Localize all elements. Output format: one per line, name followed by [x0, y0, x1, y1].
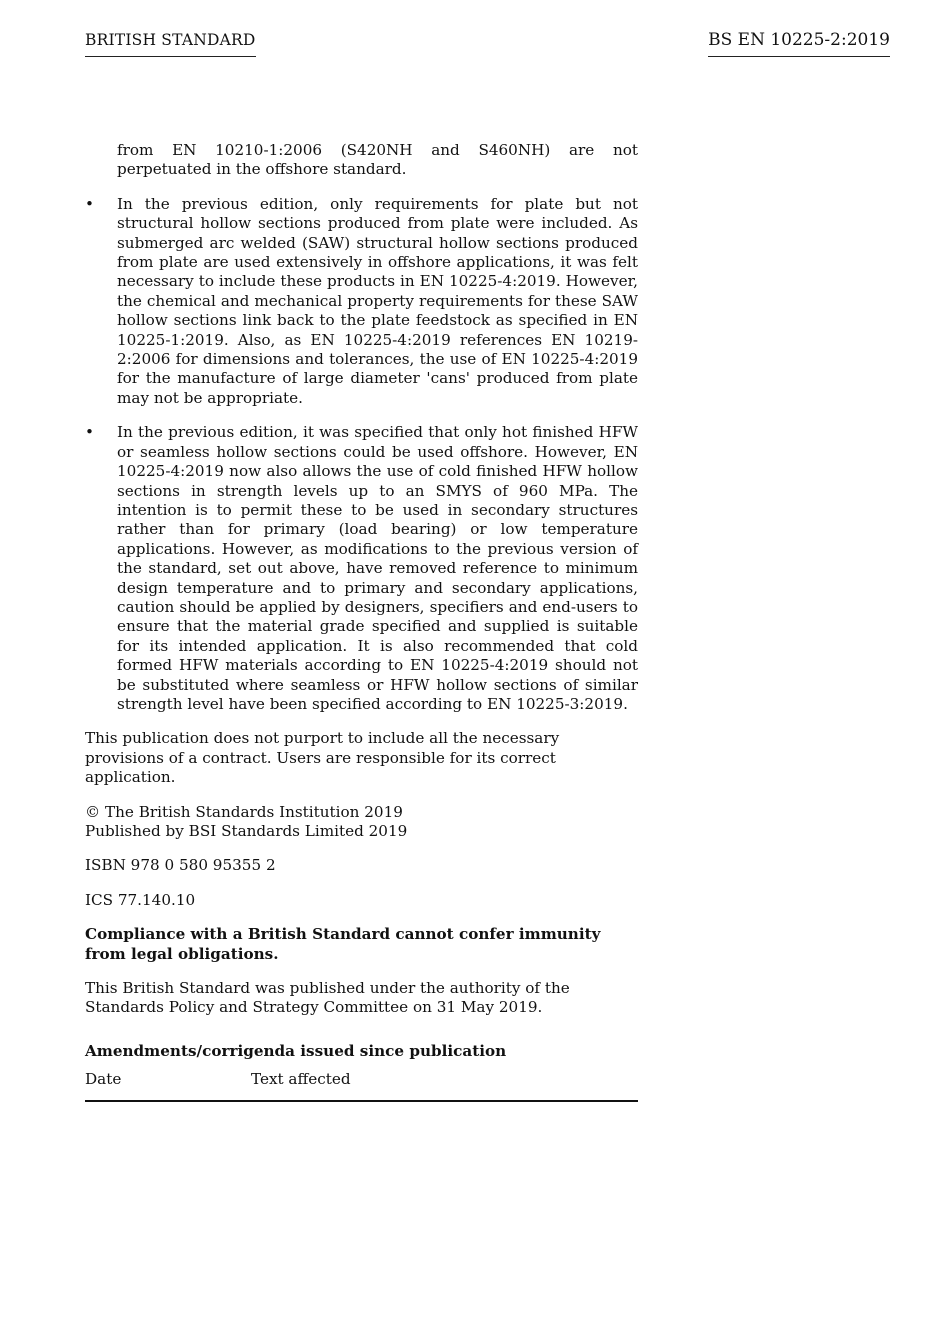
page-body: [85, 141, 638, 1102]
copyright-block: [85, 803, 638, 842]
continuation-paragraph: from EN 10210-1:2006 (S420NH and S460NH) are not perpetuated in the offshore standard.: [117, 141, 638, 179]
bullet-text: In the previous edition, only requirements for plate but not structural hollow sections produced from plate were included. As submerged arc welded (SAW) structural hollow sections produced from plate are used extensively in offshore applications, it was felt necessary to include these products in EN 10225-4:2019. However, the chemical and mechanical property requirements for these SAW hollow sections link back to the plate feedstock as specified in EN 10225-1:2019. Also, as EN 10225-4:2019 references EN 10219-2:2006 for dimensions and tolerances, the use of EN 10225-4:2019 for the manufacture of large diameter 'cans' produced from plate may not be appropriate.: [117, 194, 638, 407]
contract-notice: This publication does not purport to include all the necessary provisions of a contract. Users are responsible for its correct application.: [85, 729, 560, 787]
compliance-statement: Compliance with a British Standard cannot confer immunity from legal obligations.: [85, 925, 601, 963]
bullet-item: [85, 423, 638, 714]
ics-code: ICS 77.140.10: [85, 890, 196, 909]
isbn: ISBN 978 0 580 95355 2: [85, 856, 276, 875]
authority-line: Standards Policy and Strategy Committee on 31 May 2019.: [85, 998, 543, 1017]
amendments-title: Amendments/corrigenda issued since publication: [85, 1041, 507, 1060]
column-header-date: Date: [85, 1070, 122, 1089]
header-standard-number: BS EN 10225-2:2019: [708, 30, 890, 57]
bullet-item: [85, 195, 638, 408]
authority-line: This British Standard was published under the authority of the: [85, 979, 570, 998]
copyright-line: © The British Standards Institution 2019: [85, 802, 403, 821]
bullet-icon: •: [85, 423, 94, 442]
amendments-table-header: [85, 1070, 638, 1101]
bullet-icon: •: [85, 194, 94, 213]
authority-statement: [85, 979, 638, 1018]
bullet-text: In the previous edition, it was specified that only hot finished HFW or seamless hollow sections could be used offshore. However, EN 10225-4:2019 now also allows the use of cold finished HFW hollow sections in strength levels up to an SMYS of 960 MPa. The intention is to permit these to be used in secondary structures rather than for primary (load bearing) or low temperature applications. However, as modifications to the previous version of the standard, set out above, have removed reference to minimum design temperature and to primary and secondary applications, caution should be applied by designers, specifiers and end-users to ensure that the material grade specified and supplied is suitable for its intended application. It is also recommended that cold formed HFW materials according to EN 10225-4:2019 should not be substituted where seamless or HFW hollow sections of similar strength level have been specified according to EN 10225-3:2019.: [117, 423, 638, 713]
publisher-line: Published by BSI Standards Limited 2019: [85, 822, 408, 840]
header-left-title: BRITISH STANDARD: [85, 30, 256, 57]
column-header-text-affected: Text affected: [251, 1070, 351, 1089]
